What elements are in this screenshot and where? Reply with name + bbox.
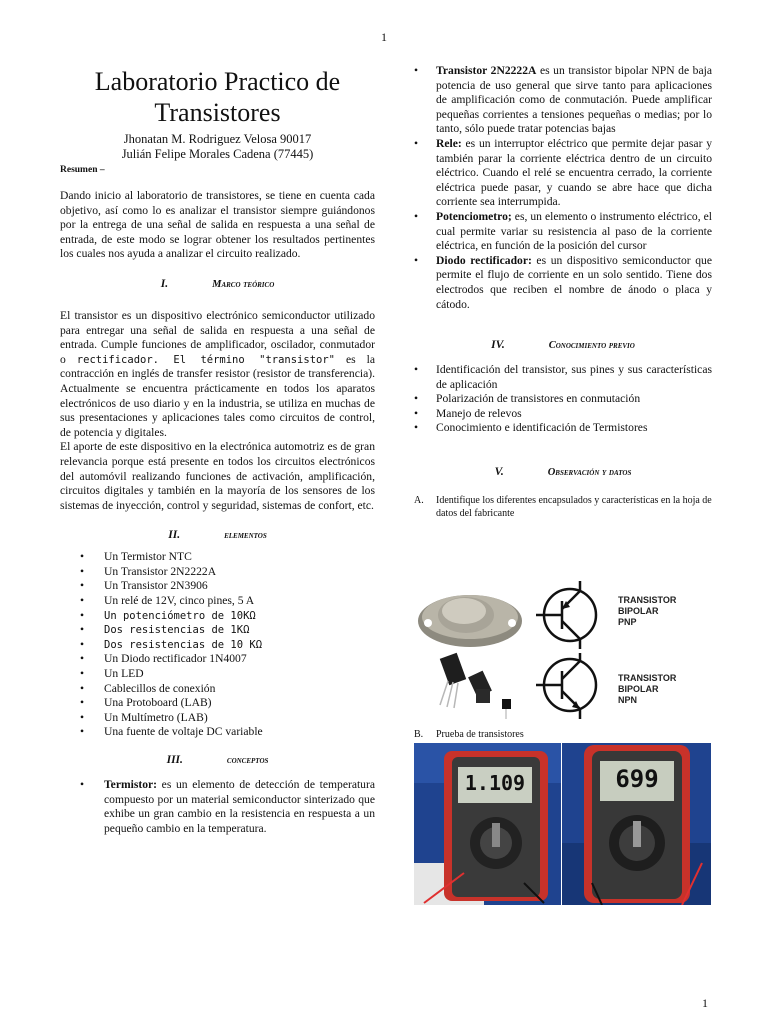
author-2: Julián Felipe Morales Cadena (77445)	[121, 147, 314, 161]
abstract-label: Resumen –	[60, 165, 105, 175]
authors	[60, 132, 375, 162]
list-item: • Identificación del transistor, sus pines y sus características de aplicación	[414, 363, 712, 391]
multimeter-photo-1	[414, 743, 561, 905]
npn-label: TRANSISTOR BIPOLAR NPN	[618, 673, 677, 705]
transistor-symbols-figure	[532, 581, 710, 724]
title-line-2: Transistores	[154, 98, 281, 127]
concepts-list-left	[60, 778, 375, 836]
prior-knowledge-list	[414, 363, 712, 436]
subsection-b-text: Prueba de transistores	[436, 729, 524, 740]
transistor-packages-photo	[414, 581, 526, 724]
section-5-heading	[414, 466, 712, 478]
page-number-top: 1	[381, 30, 387, 44]
section-1-paragraph-1	[60, 309, 375, 440]
section-3-number: III.	[166, 754, 183, 766]
paper-title	[60, 66, 375, 128]
section-5-number: V.	[494, 466, 504, 479]
section-1-title: Marco teórico	[212, 278, 275, 290]
list-item: • Transistor 2N2222A es un transistor bipolar NPN de baja potencia de uso general que sirve tanto para aplicaciones de amplificación como de conmutación. Puede amplificar pequeñas corrientes a tensiones pequeñas o medias; por lo tanto, sólo puede tratar potencias bajas	[414, 64, 712, 136]
term-rele: Rele:	[436, 136, 462, 150]
term-diodo: Diodo rectificador:	[436, 253, 532, 267]
list-item: • Un LED	[80, 667, 144, 681]
section-2-title: elementos	[224, 531, 267, 542]
list-item: • Potenciometro; es, un elemento o instrumento eléctrico, el cual permite variar su resistencia al paso de la corriente eléctrica, en función de la posición del cursor	[414, 209, 712, 253]
p1-text-b: es la contracción en inglés de transfer resistor (resistor de transferencia). Actualmente se encuentra prácticamente en todos los aparatos electrónicos de uso diario y en la industria, se utiliza en muchas de sus presentaciones y aplicaciones tales como circuitos de control, de potencia y digitales.	[60, 352, 375, 439]
section-3-heading	[60, 754, 375, 766]
section-1-paragraph-2: El aporte de este dispositivo en la electrónica automotriz es de gran relevancia porque está presente en todos los circuitos electrónicos del automóvil realizando funciones de activación, amplificación, circuitos digitales y también en la mayoría de los sensores de los sistemas de inyección, control y seguridad, sistemas de confort, etc.	[60, 440, 375, 512]
multimeter-photo-2	[562, 743, 711, 905]
section-2-number: II.	[168, 529, 181, 542]
section-1-number: I.	[160, 277, 169, 290]
section-5-title: Observación y datos	[547, 467, 632, 479]
list-item: • Un Transistor 2N3906	[80, 579, 208, 593]
list-item: • Dos resistencias de 1KΩ	[80, 623, 250, 637]
list-item: • Una Protoboard (LAB)	[80, 696, 212, 710]
term-2n2222a: Transistor 2N2222A	[436, 64, 537, 77]
list-item: • Manejo de relevos	[414, 406, 522, 420]
term-termistor: Termistor:	[104, 778, 158, 791]
list-item: • Dos resistencias de 10 KΩ	[80, 637, 263, 651]
subsection-a	[414, 494, 712, 520]
list-item: • Un Termistor NTC	[80, 550, 192, 564]
subsection-b-letter: B.	[414, 729, 424, 740]
multimeter-1-display: 1.109	[464, 771, 526, 795]
subsection-b	[414, 728, 712, 741]
list-item: • Rele: es un interruptor eléctrico que permite dejar pasar y también parar la corriente eléctrica dentro de un circuito eléctrico. Cuando el relé se encuentra cerrado, la corriente eléctrica puede pasar, y cuando se abre hace que dicha corriente sea interrumpida.	[414, 136, 712, 209]
list-item: • Un Multímetro (LAB)	[80, 710, 208, 724]
list-item: • Diodo rectificador: es un dispositivo semiconductor que permite el flujo de corriente en un solo sentido. Tiene dos electrodos que reciben el nombre de ánodo o placa y cátodo.	[414, 253, 712, 311]
author-1: Jhonatan M. Rodriguez Velosa 90017	[123, 132, 312, 146]
list-item: • Cablecillos de conexión	[80, 681, 216, 695]
p1-text-mono: rectificador. El término "transistor"	[76, 353, 335, 366]
list-item: • Un potenciómetro de 10KΩ	[80, 608, 256, 622]
subsection-a-letter: A.	[414, 495, 424, 507]
section-4-heading	[414, 339, 712, 351]
list-item: • Una fuente de voltaje DC variable	[80, 725, 263, 739]
term-potenciometro: Potenciometro;	[436, 209, 512, 223]
list-item: • Conocimiento e identificación de Termistores	[414, 421, 648, 435]
concepts-list-right	[414, 64, 712, 312]
multimeter-2-display: 699	[615, 765, 659, 793]
list-item: • Un relé de 12V, cinco pines, 5 A	[80, 594, 255, 608]
list-item: • Un Transistor 2N2222A	[80, 564, 217, 578]
page-number-bottom: 1	[702, 996, 708, 1010]
elements-list	[60, 550, 375, 740]
list-item: • Polarización de transistores en conmutación	[414, 392, 641, 406]
section-4-title: Conocimiento previo	[548, 340, 635, 352]
abstract-text: Dando inicio al laboratorio de transistores, se tiene en cuenta cada objetivo, así como lo es analizar el transistor siempre guiándonos por la entrega de una señal de salida en respuesta a una señal de entrada, de este modo se lograr obtener los resultados pertinentes los cuales nos ayuda a analizar el circuito realizado.	[60, 189, 375, 261]
section-1-heading	[60, 278, 375, 290]
title-line-1: Laboratorio Practico de	[94, 67, 341, 96]
p1-text-a: El transistor es un dispositivo electrónico semiconductor utilizado para entregar una señal de salida en respuesta a una señal de entrada. Cumple funciones de amplificador, oscilador, conmutador o	[60, 308, 375, 366]
section-2-heading	[60, 529, 375, 541]
section-4-number: IV.	[491, 339, 505, 352]
pnp-label: TRANSISTOR BIPOLAR PNP	[618, 595, 677, 627]
list-item: • Un Diodo rectificador 1N4007	[80, 652, 247, 666]
right-column	[414, 64, 712, 520]
subsection-a-text: Identifique los diferentes encapsulados y características en la hoja de datos del fabricante	[436, 495, 712, 520]
section-3-title: conceptos	[226, 756, 269, 766]
list-item: • Termistor: es un elemento de detección de temperatura compuesto por un material semiconductor sinterizado que exhibe un gran cambio en la resistencia en respuesta a un pequeño cambio en la temperatura.	[80, 778, 375, 835]
left-column	[60, 66, 375, 836]
